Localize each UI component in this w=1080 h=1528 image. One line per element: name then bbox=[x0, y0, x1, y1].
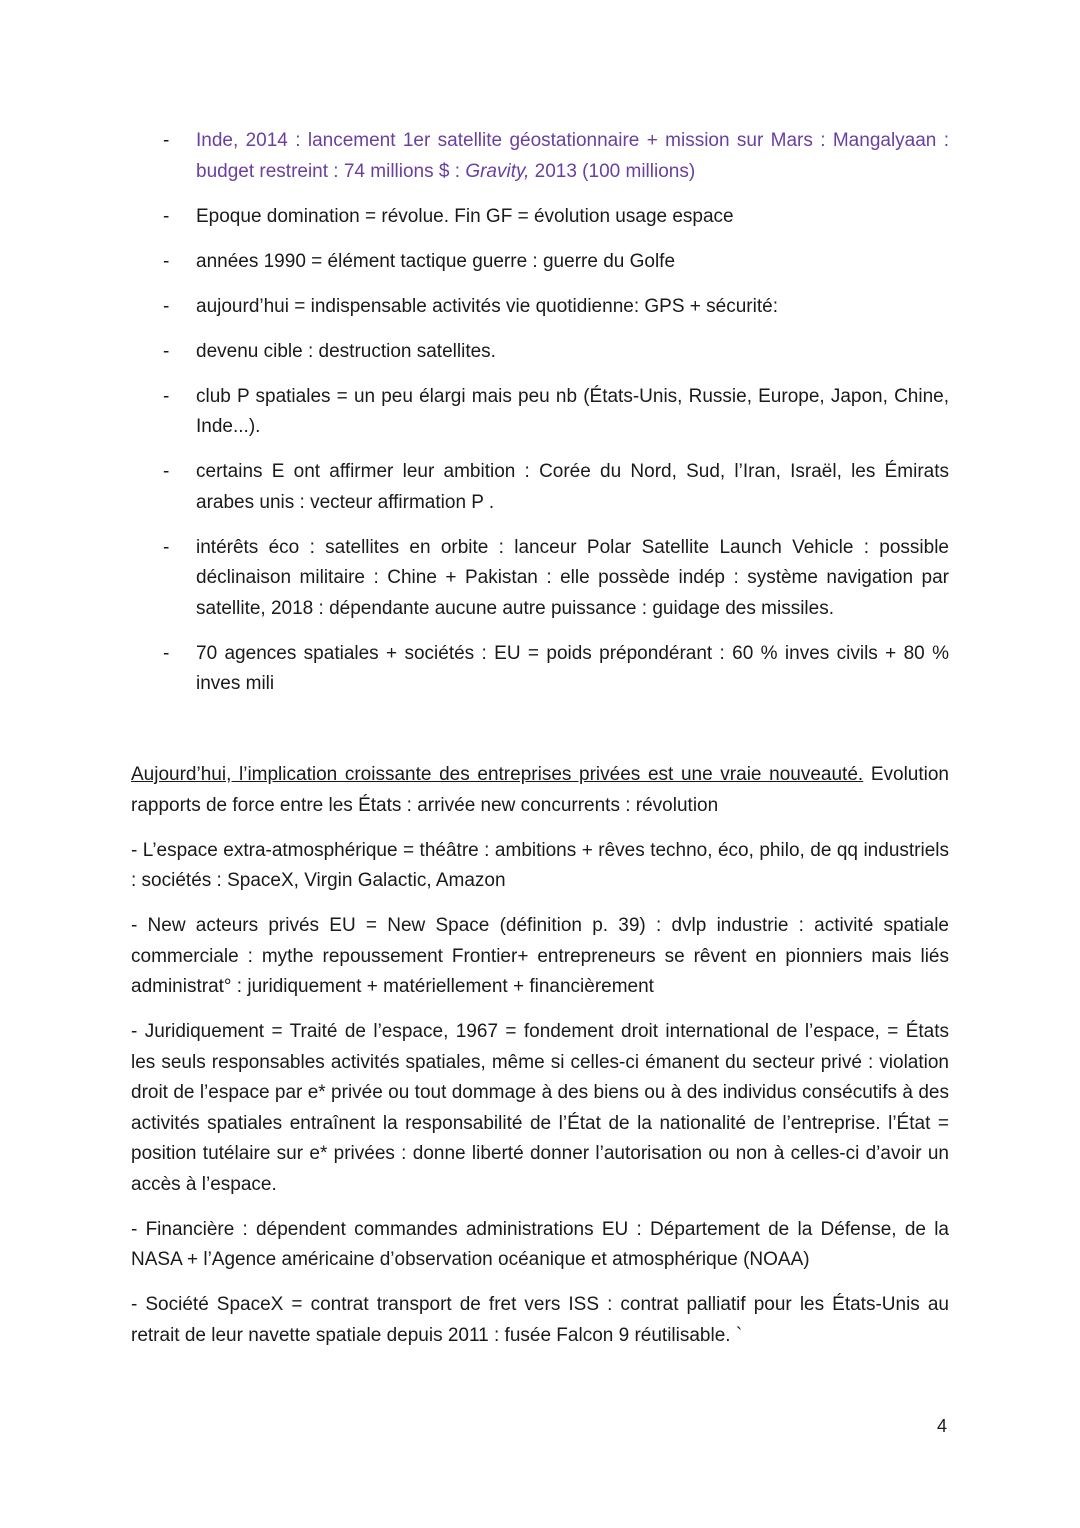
bullet-text: Epoque domination = révolue. Fin GF = évolution usage espace bbox=[196, 205, 734, 227]
paragraph: - Société SpaceX = contrat transport de fret vers ISS : contrat palliatif pour les États-Unis au retrait de leur navette spatiale depuis 2011 : fusée Falcon 9 réutilisable. ` bbox=[131, 1294, 949, 1346]
bullet-text: club P spatiales = un peu élargi mais peu nb (États-Unis, Russie, Europe, Japon, Chine, Inde...). bbox=[196, 385, 949, 437]
film-title: Gravity, bbox=[465, 160, 530, 182]
bullet-dash: - bbox=[163, 250, 170, 272]
bullet-text: aujourd’hui = indispensable activités vie quotidienne: GPS + sécurité: bbox=[196, 295, 778, 317]
bullet-text-part: Inde, 2014 : lancement 1er satellite géostationnaire + mission sur Mars : Mangalyaan : budget restreint : 74 millions $ : bbox=[196, 130, 949, 182]
list-item bbox=[131, 247, 949, 278]
bullet-dash: - bbox=[163, 130, 170, 151]
list-item bbox=[131, 457, 949, 518]
section-heading: Aujourd’hui, l’implication croissante des entreprises privées est une vraie nouveauté. bbox=[131, 764, 864, 785]
bullet-text: intérêts éco : satellites en orbite : lanceur Polar Satellite Launch Vehicle : possible déclinaison militaire : Chine + Pakistan : elle possède indép : système navigation par satellite, 2018 : dépendante aucune autre puissance : guidage des missiles. bbox=[196, 536, 949, 619]
list-item bbox=[131, 202, 949, 233]
list-item bbox=[131, 337, 949, 368]
private-companies-section bbox=[131, 760, 949, 1366]
bullet-dash: - bbox=[163, 295, 170, 317]
bullet-text-part: 2013 (100 millions) bbox=[529, 160, 696, 182]
paragraph: - Financière : dépendent commandes administrations EU : Département de la Défense, de la NASA + l’Agence américaine d’observation océanique et atmosphérique (NOAA) bbox=[131, 1218, 949, 1270]
bullet-text: années 1990 = élément tactique guerre : guerre du Golfe bbox=[196, 250, 676, 272]
paragraph: - Juridiquement = Traité de l’espace, 1967 = fondement droit international de l’espace, = États les seuls responsables activités spatiales, même si celles-ci émanent du secteur privé : violation droit de l’espace par e* privée ou tout dommage à des biens ou à des individus consécutifs à des activités spatiales entraînent la responsabilité de l’État de la nationalité de l’entreprise. l’État = position tutélaire sur e* privées : donne liberté donner l’autorisation ou non à celles-ci d’avoir un accès à l’espace. bbox=[131, 1021, 949, 1195]
bullet-dash: - bbox=[163, 205, 170, 227]
list-item bbox=[131, 126, 949, 187]
bullet-text: 70 agences spatiales + sociétés : EU = poids prépondérant : 60 % inves civils + 80 % inves mili bbox=[196, 642, 949, 694]
section-intro bbox=[131, 760, 949, 821]
bullet-dash: - bbox=[163, 385, 170, 407]
list-item bbox=[131, 292, 949, 323]
bullet-dash: - bbox=[163, 642, 170, 664]
paragraph: - L’espace extra-atmosphérique = théâtre : ambitions + rêves techno, éco, philo, de qq industriels : sociétés : SpaceX, Virgin Galactic, Amazon bbox=[131, 839, 949, 891]
bullet-text bbox=[196, 130, 949, 182]
bullet-dash: - bbox=[163, 536, 170, 558]
paragraph: - New acteurs privés EU = New Space (définition p. 39) : dvlp industrie : activité spatiale commerciale : mythe repoussement Frontier+ entrepreneurs se rêvent en pionniers mais liés administrat° : juridiquement + matériellement + financièrement bbox=[131, 915, 949, 997]
bullet-dash: - bbox=[163, 340, 170, 362]
list-item bbox=[131, 639, 949, 700]
bullet-list bbox=[131, 126, 949, 714]
page-number: 4 bbox=[937, 1416, 948, 1436]
bullet-text: certains E ont affirmer leur ambition : Corée du Nord, Sud, l’Iran, Israël, les Émirats arabes unis : vecteur affirmation P . bbox=[196, 461, 949, 513]
list-item bbox=[131, 382, 949, 443]
bullet-text: devenu cible : destruction satellites. bbox=[196, 340, 496, 362]
section-heading-followup: Evolution rapports de force entre les États : arrivée new concurrents : révolution bbox=[131, 764, 949, 816]
list-item bbox=[131, 533, 949, 625]
bullet-dash: - bbox=[163, 461, 170, 482]
